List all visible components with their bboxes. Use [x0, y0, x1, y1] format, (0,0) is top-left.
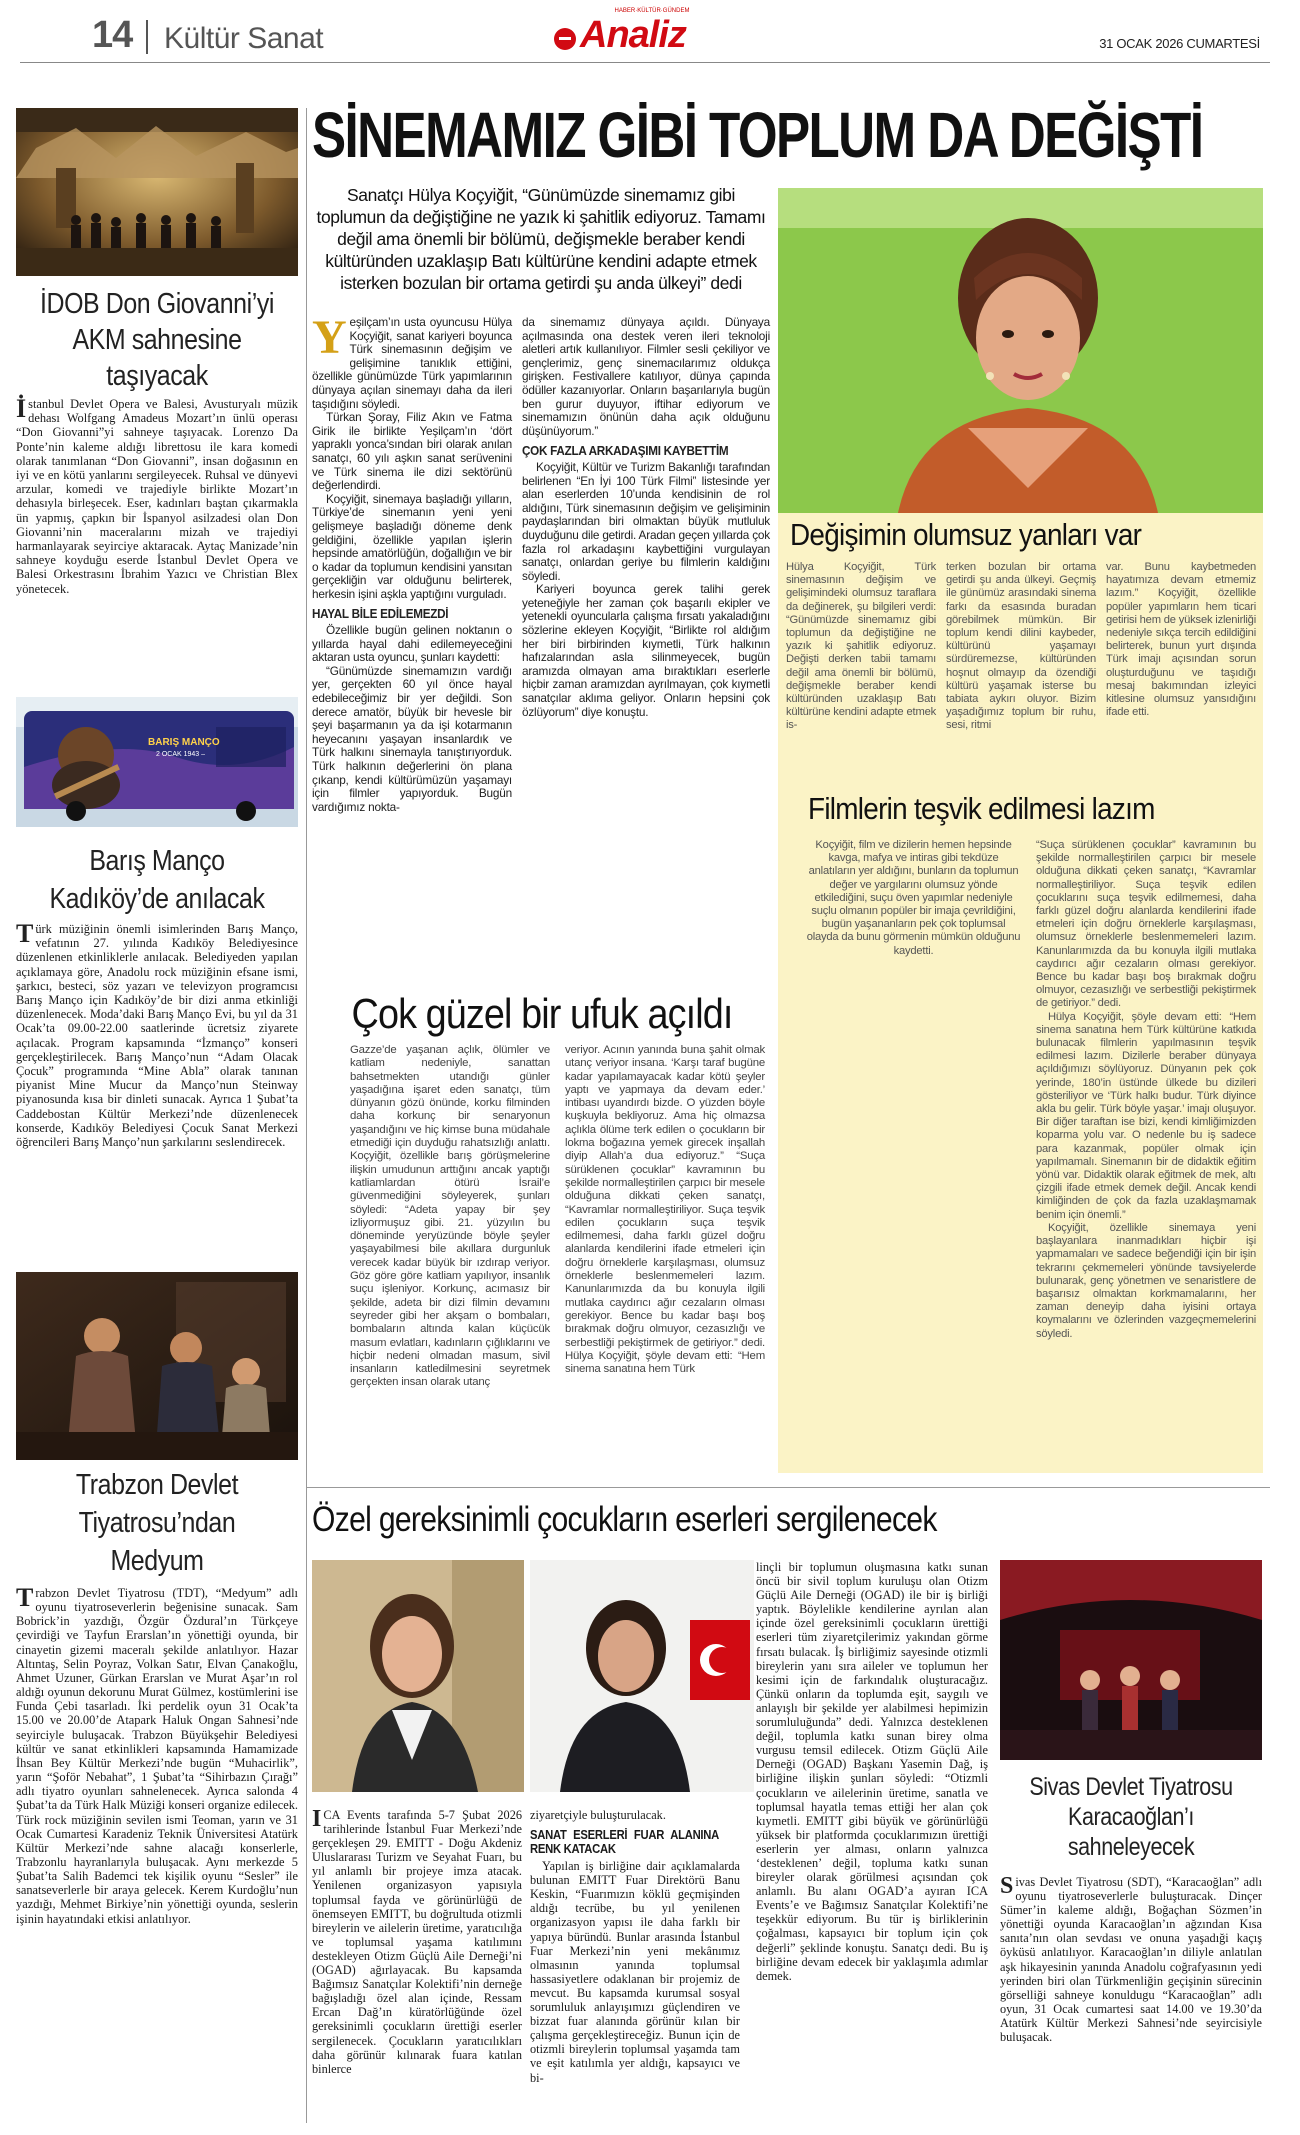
- manco-bus-photo: [16, 697, 298, 827]
- main-subhead-2: ÇOK FAZLA ARKADAŞIMI KAYBETTİM: [522, 443, 729, 459]
- quote2-title: Filmlerin teşvik edilmesi lazım: [808, 791, 1155, 826]
- section-name: Kültür Sanat: [164, 22, 324, 55]
- special-col2-body: Yapılan iş birliğine dair açıklamalarda bulunan EMITT Fuar Direktörü Banu Keskin, “Fuarımızın köklü geçmişinden aldığı tecrübe, bu yıl yenilenen organizasyon yapısı ile daha farklı bir yapıya büründü. Bunlar arasında İstanbul Fuar Merkezi’nin yeni mekânımız olmasının yanında toplumsal hassasiyetlere odaklanan bir projemiz de mevcut. Bu kapsamda kurumsal sosyal sorumluluk anlayışımızı güçlendiren ve bizzat fuar alanında görünür kılan bir çalışma gerçekleştireceğiz. Bunun için de otizmli bireylerin toplumsal yaşamda tam ve eşit katılımla yer aldığı, kapsayıcı ve bi-: [530, 1859, 740, 2085]
- special-subhead: SANAT ESERLERİ FUAR ALANINA RENK KATACAK: [530, 1828, 719, 1857]
- special-col2-lead: ziyaretçiyle buluşturulacak.: [530, 1808, 666, 1822]
- column-divider: [306, 108, 307, 2123]
- main-col1-p2: Türkan Şoray, Filiz Akın ve Fatma Girik ile birlikte Yeşilçam’ın ‘dört yapraklı yonca’sından biri olarak anılan sanatçı, 60 yılı aşkın sanat serüvenini ve Türk sinema ile dizi sektörünü değerlendirdi.: [312, 410, 512, 493]
- logo-mark-icon: [554, 28, 576, 50]
- idob-body-text: stanbul Devlet Opera ve Balesi, Avusturyalı müzik dehası Wolfgang Amadeus Mozart’ın ünlü operası “Don Giovanni”yi sahneye taşıyacak. Lorenzo Da Ponte’nin kaleme aldığı librettosu ile kara komedi olarak tanımlanan “Don Giovanni”, insan doğasının en iyi ve en kötü yanlarını sergileyecek. Ruhsal ve dünyevi arzular, komedi ve trajediyle birlikte Mozart’ın dehasıyla birleşecek. Eser, kadınları baştan çıkarmakla ün yapmış, çapkın bir İspanyol asilzadesi olan Don Giovanni’nin maceralarını mizah ve trajediyi harmanlayarak seyirciye aktaracak. Aytaç Manizade’nin sahneye koyduğu eserde İstanbul Devlet Opera ve Balesi Orkestrasını İbrahim Yazıcı ve Christian Blex yönetecek.: [16, 397, 298, 596]
- logo: [552, 8, 752, 58]
- quote-box-negative: [778, 513, 1263, 783]
- medyum-play-photo: [16, 1272, 298, 1460]
- main-col2b-p1: Koçyiğit, Kültür ve Turizm Bakanlığı tarafından belirlenen “En İyi 100 Türk Filmi” listesinde yer alan eserlerden 10’unda kendisinin de rol aldığını, Türk sinemasının değişim ve gelişiminin paydaşlarından biri olmaktan büyük mutluluk duyduğunu dile getirdi. Aradan geçen yıllarda çok fazla rol arkadaşını kaybettiğini vurgulayan sanatçı, onlardan geriye bu filmlerin kaldığını söyledi.: [522, 459, 770, 583]
- main-col1-p3: Koçyiğit, sinemaya başladığı yılların, Türkiye’de sinemanın yeni yeni gelişmeye başladığı döneme denk geldiğini, özellikle yapılan işlerin hepsinde amatörlüğün, doğallığın ve bir o kadar da toplumun kendisini yansıtan gerçekliğin var olduğunu belirterek, herkesin işini aşkla yaptığını vurguladı.: [312, 491, 512, 601]
- special-title: Özel gereksinimli çocukların eserleri sergilenecek: [312, 1500, 937, 1539]
- quote-box-encourage: [778, 783, 1263, 1473]
- gaza-col1: Gazze’de yaşanan açlık, ölümler ve katliam nedeniyle, sanattan bahsetmekten utandığı günler yaşadığına işaret eden sanatçı, tüm dünyanın gözü önünde, korku filminden daha korkunç bir senaryonun yaşandığını ve hiç kimse buna müdahale etmediği için duyduğu rahatsızlığı anlattı. Koçyiğit, özellikle barış görüşmelerine ilişkin umudunun arttığını ancak yaptığı katliamlardan ötürü İsrail’e güvenmediğini söyleyerek, şunları söyledi: “Adeta yapay bir şey izliyormuşuz gibi. 21. yüzyılın bu döneminde yeryüzünde böyle şeyler yaşayabilmesi bile akıllara durgunluk verecek kadar büyük bir ızdırap veriyor. Göz göre göre katliam yapılıyor, insanlık suçu işleniyor. Korkunç, acımasız bir şekilde, adeta bir dizi filmin devamını seyreder gibi her akşam o bombaları, bombaların altında kalan küçücük masum evlatları, kadınların çığlıklarını ve hiçbir nedeni olmadan masum, sivil insanların katledilmesini seyretmek gerçekten insan olarak utanç: [350, 1044, 550, 1389]
- logo-text: Analiz: [580, 14, 686, 56]
- gaza-col2: veriyor. Acının yanında buna şahit olmak utanç veriyor insana. ‘Karşı taraf bugüne kadar yapılamayacak kadar kötü şeyler yaptı ve yapmaya da devam eder.’ intibası uyandırdı bizde. O yüzden böyle kuşkuyla bekliyoruz. Ama hiç olmazsa açlıkla ölüme terk edilen o çocukların bir lokma boğazına yemek girecek inşallah diyip Allah’a dua ediyoruz.” “Suça sürüklenen çocuklar” kavramının bu şekilde normalleştirilen çarpıcı bir mesele olduğuna dikkati çeken sanatçı, “Kavramlar normalleştiriliyor. Suça teşvik edilen çocukların suça teşvik edilmemesi, daha farklı güzel doğru alanlarda kendilerini ifade etmeleri için doğru örneklerle karşılaşması, olumsuz örneklerle beslenmemeleri lazım. Kanunlarımızda da bu konuyla ilgili mutlaka caydırıcı ağır cezaların olması gerekiyor. Bence bu kadar başı boş bırakmak doğru olmuyor, cezasızlığı ve serbestliği pekiştirmek de getiriyor.” dedi. Hülya Koçyiğit, şöyle devam etti: “Hem sinema sanatına hem Türk: [565, 1044, 765, 1376]
- issue-date: 31 OCAK 2026 CUMARTESİ: [1099, 36, 1260, 51]
- special-col1: ICA Events tarafında 5-7 Şubat 2026 tarihlerinde İstanbul Fuar Merkezi’nde gerçekleşen 29. EMITT - Doğu Akdeniz Uluslararası Turizm ve Seyahat Fuarı, bu yıl anlamlı bir projeye imza atacak. Yenilenen organizasyon yapısıyla toplumsal fayda ve görünürlüğü de önemseyen EMITT, bu doğrultuda otizmli bireylerin ve ailelerin üretime, yaratıcılığa ve toplumsal yaşama katılımını destekleyen Otizm Güçlü Aile Derneği’ni (OGAD) ağırlayacak. Bu kapsamda Bağımsız Sanatçılar Kolektifi’nin derneğe bağışladığı özel alan içinde, Ressam Ercan Dağ’ın küratörlüğünde özel gereksinimli çocukların ürettiği eserler sergilenecek. Çocukların yaratıcılıkları daha görünür kılınarak fuara katılan binlerce: [312, 1806, 522, 2076]
- quote2-col2-p1: “Suça sürüklenen çocuklar” kavramının bu şekilde normalleştirilen çarpıcı bir mesele olduğuna dikkati çeken sanatçı, “Kavramlar normalleştiriliyor. Suça teşvik edilen çocuklarını suça teşvik edilmemesi, daha farklı güzel doğru alanlarda kendilerini ifade etmeleri için doğru örneklerle karşılaşması, olumsuz örneklerle beslenmemeleri lazım. Kanunlarımızda da bu konuyla ilgili mutlaka caydırıcı ağır cezaların olması gerekiyor. Bence bu kadar başı boş bırakmak doğru olmuyor, cezasızlığı ve serbestliği pekiştirmek de getiriyor.” dedi.: [1036, 839, 1256, 1010]
- main-col2b-p2: Kariyeri boyunca gerek talihi gerek yeteneğiyle her zaman çok başarılı ekipler ve yetenekli oyuncularla çalışma fırsatı yakaladığını sözlerine ekleyen Koçyiğit, “Birlikte rol aldığım her biri birbirinden kıymetli, Türk halkının hafızalarından asla silinmeyecek, bugün aramızda olmayan ama bıraktıkları eserlerle hiçbir zaman aramızdan ayrılmayan, çok kıymetli sanatçılar aklıma geliyor. Onların hepsini çok özlüyorum” diye konuştu.: [522, 582, 770, 719]
- sivas-body-text: ivas Devlet Tiyatrosu (SDT), “Karacaoğlan” adlı oyunu tiyatroseverlerle buluşturacak. Dinçer Sümer’in kaleme aldığı, Boğaçhan Sözmen’in yönettiği oyunda Karacaoğlan’ın ağzından Kısa sanıta’nın olan sevdası ve onuna yaşadıği kaçış öyküsü anlatılıyor. Karacaoğlan’ın diliyle anlatılan aşk hikayesinin yanında Anadolu coğrafyasının yedi yerinden biri olan Türkmenliğin geçişinin sürecinin görselliği sahneye konuldugu “Karacaoğlan” adlı oyun, 31 Ocak cumartesi saat 14.00 ve 19.30’da Atatürk Kültür Merkezi Sahnesi’nde seyircisiyle buluşacak.: [1000, 1875, 1262, 2045]
- quote1-col1: Hülya Koçyiğit, Türk sinemasının değişim ve gelişimindeki olumsuz taraflara da değinerek, şu bilgileri verdi: “Günümüzde sinemamız gibi toplumun da değiştiğine ne yazık ki şahitlik ediyoruz. Değişti derken tabii tamamı değil ama önemli bir bölümü, değişmekle beraber kendi kültüründen uzaklaşıp Batı kültürüne kendini adapte etmek is-: [786, 561, 936, 732]
- manco-body-text: ürk müziğinin önemli isimlerinden Barış Manço, vefatının 27. yılında Kadıköy Belediyesince düzenlenen etkinliklerle anılacak. Belediyeden yapılan açıklamaya göre, Anadolu rock müziğinin efsane ismi, şarkıcı, besteci, söz yazarı ve televizyon programcısı Barış Manço için Kadıköy’de bir dizi anma etkinliği düzenlenecek. Moda’daki Barış Manço Evi, bu yıl da 31 Ocak’ta 09.00-22.00 saatlerinde ücretsiz ziyarete açılacak. Program kapsamında “İzmanço” konseri gerçekleştirilecek. Barış Manço’nun “Adam Olacak Çocuk” programında “Mine Abla” olarak tanınan piyanist Mine Mucur da Manço’nun Steinway piyanosunda kısa bir dinleti sunacak. Ayrıca 1 Şubat’ta Caddebostan Kültür Merkezi’nde düzenlenecek konserde, Kadıköy Belediyesi Çocuk Sanat Merkezi öğrencileri Barış Manço’nun şarkılarını seslendirecek.: [16, 922, 298, 1150]
- poster-date: 2 OCAK 1943 –: [156, 751, 206, 758]
- special-col1-text: CA Events tarafında 5-7 Şubat 2026 tarihlerinde İstanbul Fuar Merkezi’nde gerçekleşen 29. EMITT - Doğu Akdeniz Uluslararası Turizm ve Seyahat Fuarı, bu yıl anlamlı bir projeye imza atacak. Yenilenen organizasyon yapısıyla toplumsal fayda ve görünürlüğü de önemseyen EMITT, bu doğrultuda otizmli bireylerin ve ailelerin üretime, yaratıcılığa ve toplumsal yaşama katılımını destekleyen Otizm Güçlü Aile Derneği’ni (OGAD) ağırlayacak. Bu kapsamda Bağımsız Sanatçılar Kolektifi’nin derneğe bağışladığı özel alan içinde, Ressam Ercan Dağ’ın küratörlüğünde özel gereksinimli çocukların ürettiği eserler sergilenecek. Çocukların yaratıcılıkları daha görünür kılınarak fuara katılan binlerce: [312, 1808, 522, 2076]
- sivas-title: Sivas Devlet Tiyatrosu Karacaoğlan’ı sahneleyecek: [1029, 1773, 1233, 1861]
- main-col2-p1: da sinemamız dünyaya açıldı. Dünyaya açılmasında ona destek veren ileri teknoloji aletleri artık kullanılıyor. Filmler sesli çekiliyor ve gençlerimiz, genç sinemacılarımız oldukça girişken. Festivallere katılıyor, dünya çapında ödüller kazanıyorlar. Onların başarılarıyla bugün ben gurur duyuyor, iftihar ediyorum ve sinemamızın önünün daha açık olduğunu düşünüyorum.”: [522, 315, 770, 438]
- main-col1-p1: eşilçam’ın usta oyuncusu Hülya Koçyiğit, sanat kariyeri boyunca Türk sinemasının değişim ve gelişimine tanıklık ettiğini, özellikle günümüzde Türk yapımlarının dünyaya açılan sinemayı daha da ileri taşıdığını söyledi.: [312, 315, 512, 411]
- trabzon-body: Trabzon Devlet Tiyatrosu (TDT), “Medyum” adlı oyunu tiyatroseverlerin beğenisine sunacak. Sam Bobrick’in yazdığı, Özgür Özdural’ın Türkçeye çevirdiği ve Tayfun Erarslan’ın yönettiği oyunda, bir cinayetin gizemi maceralı şekilde anlatılıyor. Hazar Altıntaş, Selin Poyraz, Volkan Satır, Elvan Çanakoğlu, Ahmet Uzuner, Gürkan Erarslan ve Murat Aşar’ın rol aldığı oyunun dekorunu Murat Gülmez, kostümlerini ise Funda Çebi tasarladı. İki perdelik oyun 31 Ocak’ta 15.00 ve 20.00’de Atapark Haluk Ongan Sahnesi’nde seyirciyle buluşacak. Trabzon Büyükşehir Belediyesi kültür ve sanat etkinlikleri kapsamında Hamamizade İhsan Bey Kültür Merkezi’nde bugün “Muhacirlik”, yarın “Şoför Nebahat”, 1 Şubat’ta “Sihirbazın Çırağı” adlı tiyatro oyunları sahnelenecek. Ayrıca salonda 4 Şubat’ta da Türk Halk Müziği konseri organize edilecek. Türk rock müziğinin sevilen ismi Teoman, yarın ve 31 Ocak Cumartesi Karadeniz Teknik Üniversitesi Atatürk Kültür Merkezi’nde sahne alacağı konserlerle, Trabzonlu hayranlarıyla buluşacak. Aynı merkezde 5 Şubat’ta Salih Bademci tek kişilik oyunu “Sesler” ile sanatseverlerle bir araya gelecek. Kerem Kurdoğlu’nun yazdığı, Mehmet Birkiye’nin yönettiği oyunda, seslerin işinin hayatındaki etkisi anlatılıyor.: [16, 1583, 298, 1926]
- idob-title: İDOB Don Giovanni’yi AKM sahnesine taşıyacak: [40, 288, 274, 392]
- gallery-exhibit-photo: [1000, 1560, 1262, 1760]
- logo-tagline: HABER·KÜLTÜR·GÜNDEM: [614, 8, 690, 14]
- quote1-col2: terken bozulan bir ortama getirdi şu anda ülkeyi. Geçmiş ile günümüz arasındaki sinema farkı da esasında buradan görebilmek mümkün. Bir toplum kendi dilini kaybeder, kültürünü yaşamayı sürdüremezse, kültüründen hoşnut olmayıp da özendiği kültürü yaşamak isterse bu tabiata aykırı oluyor. Bizim yaşadığımız toplum bir ruhu, sesi, ritmi: [946, 561, 1096, 732]
- main-col1b-p1: Özellikle bugün gelinen noktanın o yıllarda hayal dahi edilemeyeceğini aktaran usta oyuncu, şunları kaydetti:: [312, 623, 512, 665]
- trabzon-body-text: rabzon Devlet Tiyatrosu (TDT), “Medyum” adlı oyunu tiyatroseverlerin beğenisine sunacak. Sam Bobrick’in yazdığı, Özgür Özdural’ın Türkçeye çevirdiği ve Tayfun Erarslan’ın yönettiği oyunda, bir cinayetin gizemi maceralı şekilde anlatılıyor. Hazar Altıntaş, Selin Poyraz, Volkan Satır, Elvan Çanakoğlu, Ahmet Uzuner, Gürkan Erarslan ve Murat Aşar’ın rol aldığı oyunun dekorunu Murat Gülmez, kostümlerini ise Funda Çebi tasarladı. İki perdelik oyun 31 Ocak’ta 15.00 ve 20.00’de Atapark Haluk Ongan Sahnesi’nde seyirciyle buluşacak. Trabzon Büyükşehir Belediyesi kültür ve sanat etkinlikleri kapsamında Hamamizade İhsan Bey Kültür Merkezi’nde bugün “Muhacirlik”, yarın “Şoför Nebahat”, 1 Şubat’ta “Sihirbazın Çırağı” adlı tiyatro oyunları sahnelenecek. Ayrıca salonda 4 Şubat’ta da Türk Halk Müziği konseri organize edilecek. Türk rock müziğinin sevilen ismi Teoman, yarın ve 31 Ocak Cumartesi Karadeniz Teknik Üniversitesi Atatürk Kültür Merkezi’nde sahne alacağı konserlerle, Trabzonlu hayranlarıyla buluşacak. Aynı merkezde 5 Şubat’ta Salih Bademci tek kişilik oyunu “Sesler” ile sanatseverlerle bir araya gelecek. Kerem Kurdoğlu’nun yazdığı, Mehmet Birkiye’nin yönettiği oyunda, seslerin işinin hayatındaki etkisi anlatılıyor.: [16, 1586, 298, 1926]
- main-col1: Y eşilçam’ın usta oyuncusu Hülya Koçyiğit, sanat kariyeri boyunca Türk sinemasının değişim ve gelişimine tanıklık ettiğini, özellikle günümüzde Türk yapımlarının dünyaya açılan sinemayı daha da ileri taşıdığını söyledi. Türkan Şoray, Filiz Akın ve Fatma Girik ile birlikte Yeşilçam’ın ‘dört yapraklı yonca’sından biri olarak anılan sanatçı, 60 yılı aşkın sanat serüvenini ve Türk sinema ile dizi sektörünü değerlendirdi. Koçyiğit, sinemaya başladığı yılların, Türkiye’de sinemanın yeni yeni gelişmeye başladığı döneme denk geldiğini, özellikle yapılan işlerin hepsinde amatörlüğün, doğallığın ve bir o kadar da toplumun kendisini yansıtan gerçekliğin var olduğunu belirterek, herkesin işini aşkla yaptığını vurguladı. HAYAL BİLE EDİLEMEZDİ Özellikle bugün gelinen noktanın o yıllarda hayal dahi edilemeyeceğini aktaran usta oyuncu, şunları kaydetti: “Günümüzde sinemamızın vardığı yer, gerçekten 60 yıl önce hayal edebileceğimiz bir yer değildi. Son derece amatör, büyük bir heveslе bir şeyi başarmanın ya da işi kotarmanın heyecanını yaşayan insanlardık ve Türk halkını sinemayla tanıştırıyorduk. Türk halkının değerlerini ön plana çıkanp, kendi kültürümüzün yaşamayı için filmler yapıyorduk. Bugün vardığımız nokta-: [312, 311, 512, 814]
- manco-title: Barış Manço Kadıköy’de anılacak: [49, 845, 265, 915]
- special-col2: [530, 1808, 740, 2085]
- main-headline: SİNEMAMIZ GİBİ TOPLUM DA DEĞİŞTİ: [312, 99, 1203, 171]
- quote2-col2-p3: Koçyiğit, özellikle sinemaya yeni başlayanlara inanmadıkları hiçbir işi yapmamaları ve sadece beğendiği için bir işin tekrarını çekmemeleri yönünde tavsiyelerde bulunarak, genç yönetmen ve senaristlere de başarısız olmaktan korkmamalarını, her zaman deneyip daha iyisini ortaya koymalarını ve özlerinden vazgeçmemelerini söyledi.: [1036, 1221, 1256, 1340]
- page-number: 14: [92, 14, 133, 56]
- opera-stage-photo: [16, 108, 298, 276]
- gaza-title: Çok güzel bir ufuk açıldı: [351, 990, 733, 1037]
- trabzon-title: Trabzon Devlet Tiyatrosu’ndan Medyum: [75, 1469, 239, 1577]
- idob-body: İstanbul Devlet Opera ve Balesi, Avusturyalı müzik dehası Wolfgang Amadeus Mozart’ın ünlü operası “Don Giovanni”yi sahneye taşıyacak. Lorenzo Da Ponte’nin kaleme aldığı librettosu ile kara komedi olarak tanımlanan “Don Giovanni”, insan doğasının en iyi ve en kötü yanlarını sergileyecek. Ruhsal ve dünyevi arzular, komedi ve trajediyle birlikte Mozart’ın dehasıyla birleşecek. Eser, kadınları baştan çıkarmakla ün yapmış, çapkın bir İspanyol asilzadesi olan Don Giovanni’nin maceralarını mizah ve trajediyi harmanlayarak seyirciye aktaracak. Aytaç Manizade’nin sahneye koyduğu eserde İstanbul Devlet Opera ve Balesi Orkestrasını İbrahim Yazıcı ve Christian Blex yönetecek.: [16, 394, 298, 596]
- quote1-col3: var. Bunu kaybetmeden hayatımıza devam etmemiz lazım.” Koçyiğit, özellikle popüler yapımların hem ticari getirisi hem de yüksek izlenirliği nedeniyle sıkça tercih edildiğini belirterek, bunun yurt dışında Türk imajı açısından sorun oluşturduğunu ve taşıdığı mesaj bakımından izleyici kitlesine olumsuz yansıdığını ifade etti.: [1106, 561, 1256, 719]
- special-col3: linçli bir toplumun oluşmasına katkı sunan öncü bir sivil toplum kuruluşu olan Otizm Güçlü Aile Derneği (OGAD) ile bir iş birliği yaptık. Böyleliklе kendilerine ayrılan alan içinde özel gereksinimli çocukların ürettiği eserleri tüm ziyaretçilerimiz yakından görme fırsatı bulacak. İş birliğimiz sayesinde otizmli bireylerin yanı sıra aileler ve toplumun her kesimi için de farkındalık oluşturacağız. Çünkü onların da toplumda eşit, saygılı ve anlayışlı bir şekilde yer alabilmesi hepimizin sorumluluğunda” dedi. Yalnızca desteklenen değil, toplumla katkı sunan birey olma vurgusu temsil edilecek. Otizm Güçlü Aile Derneği (OGAD) Başkanı Yasemin Dağ, iş birliğine ilişkin şunları söyledi: “Otizmli çocukların ve ailelerinin üretime, sanatla ve toplumsal hayatla temas ettiği her alan çok kıymetli. EMITT gibi büyük ve görünürlüğü yüksek bir platformda çocuklarımızın ürettiği eserlerin yer alması, onların yalnızca ‘desteklenen’ değil, topluma katkı sunan bireyler olarak görülmesi açısından çok anlamlı. Bu alanı OGAD’a ayıran ICA Events’e ve Bağımsız Sanatçılar Kolektifi’ne teşekkür ediyorum. Bu tür iş birliklerinin çoğalması, kapsayıcı bir toplum için çok değerli” şeklinde konuştu. Sanatçı dedi. Bu iş birliğine devam edecek bir yaklaşımla adımlar demek.: [756, 1560, 988, 1983]
- sivas-body: Sivas Devlet Tiyatrosu (SDT), “Karacaoğlan” adlı oyunu tiyatroseverlerle buluşturacak. Dinçer Sümer’in kaleme aldığı, Boğaçhan Sözmen’in yönettiği oyunda Karacaoğlan’ın ağzından Kısa sanıta’nın olan sevdası ve onuna yaşadıği kaçış öyküsü anlatılıyor. Karacaoğlan’ın diliyle anlatılan aşk hikayesinin yanında Anadolu coğrafyasının yedi yerinden biri olan Türkmenliğin geçişinin sürecinin görselliği sahneye konuldugu “Karacaoğlan” adlı oyun, 31 Ocak cumartesi saat 14.00 ve 19.30’da Atatürk Kültür Merkezi Sahnesi’nde seyircisiyle buluşacak.: [1000, 1873, 1262, 2045]
- quote1-title: Değişimin olumsuz yanları var: [790, 517, 1142, 552]
- main-deck: Sanatçı Hülya Koçyiğit, “Günümüzde sinemamız gibi toplumun da değiştiğine ne yazık ki şahitlik ediyoruz. Tamamı değil ama önemli bir bölümü, değişmekle beraber kendi kültüründen uzaklaşıp Batı kültürüne kendini adapte etmek isterken bozulan bir ortama getirdi şu anda ülkeyi” dedi: [316, 185, 766, 293]
- quote2-col2-p2: Hülya Koçyiğit, şöyle devam etti: “Hem sinema sanatına hem Türk kültürüne katkıda bulunacak filmlerin yapılmasının teşvik edilmesi lazım. Dizilerle beraber dünyaya açıldığımızı söylüyoruz. Dünyanın pek çok yerinde, 180’in üstünde ülkede bu dizileri gösteriliyor ve ‘Türk halkı budur. Türk diyince akla bu gelir. Türk böyle yaşar.’ imajı oluşuyor. Bir diğer taraftan ise bizi, kendi kimliğimizden koparma yolu var. O nedenle bu iş sadece para kazanmak, popüler olmak için yapılmamalı. Sinemanın bir de didaktik eğitim yönü var. Didaktik olarak eğitmek de mek, altı çizgili ifade etmek demek değil. Ancak kendi kimliğinden de çok da fazla uzaklaşmamak benim için önemli.”: [1036, 1010, 1256, 1221]
- yasemin-dag-photo: [530, 1560, 754, 1792]
- quote2-col1: Koçyiğit, film ve dizilerin hemen hepsinde kavga, mafya ve intiras gibi tekdüze anlatıların yer aldığını, bunların da toplumun değer ve yargılarını olumsuz yönde etkilediğini, suçu öven yapımlar nedeniyle suçlu olmanın popüler bir imaja çevrildiğini, bugün yaşananların pek çok toplumsal olayda da bunu görmenin mümkün olduğunu kaydetti.: [806, 839, 1021, 957]
- banu-keskin-photo: [312, 1560, 524, 1792]
- section-rule: [306, 1487, 1270, 1488]
- main-subhead-1: HAYAL BİLE EDİLEMEZDİ: [312, 606, 449, 622]
- hulya-kocyigit-portrait: [778, 188, 1263, 513]
- main-col1b-p2: “Günümüzde sinemamızın vardığı yer, gerçekten 60 yıl önce hayal edebileceğimiz bir yer değildi. Son derece amatör, büyük bir heveslе bir şeyi başarmanın ya da işi kotarmanın heyecanını yaşayan insanlardık ve Türk halkını sinemayla tanıştırıyorduk. Türk halkının değerlerini ön plana çıkanp, kendi kültürümüzün yaşamayı için filmler yapıyorduk. Bugün vardığımız nokta-: [312, 663, 512, 814]
- section-divider: [146, 20, 148, 54]
- header-rule: [20, 62, 1270, 63]
- poster-name: BARIŞ MANÇO: [148, 737, 220, 748]
- main-col2: [522, 316, 770, 719]
- quote2-col2: [1036, 839, 1256, 1341]
- manco-body: Türk müziğinin önemli isimlerinden Barış Manço, vefatının 27. yılında Kadıköy Belediyesince düzenlenen etkinliklerle anılacak. Belediyeden yapılan açıklamaya göre, Anadolu rock müziğinin efsane ismi, şarkıcı, besteci, söz yazarı ve televizyon programcısı Barış Manço için Kadıköy’de bir dizi anma etkinliği düzenlenecek. Moda’daki Barış Manço Evi, bu yıl da 31 Ocak’ta 09.00-22.00 saatlerinde ücretsiz ziyarete açılacak. Program kapsamında “İzmanço” konseri gerçekleştirilecek. Barış Manço’nun “Adam Olacak Çocuk” programında “Mine Abla” olarak tanınan piyanist Mine Mucur da Manço’nun Steinway piyanosunda kısa bir dinleti sunacak. Ayrıca 1 Şubat’ta Caddebostan Kültür Merkezi’nde düzenlenecek konserde, Kadıköy Belediyesi Çocuk Sanat Merkezi öğrencileri Barış Manço’nun şarkılarını seslendirecek.: [16, 919, 298, 1150]
